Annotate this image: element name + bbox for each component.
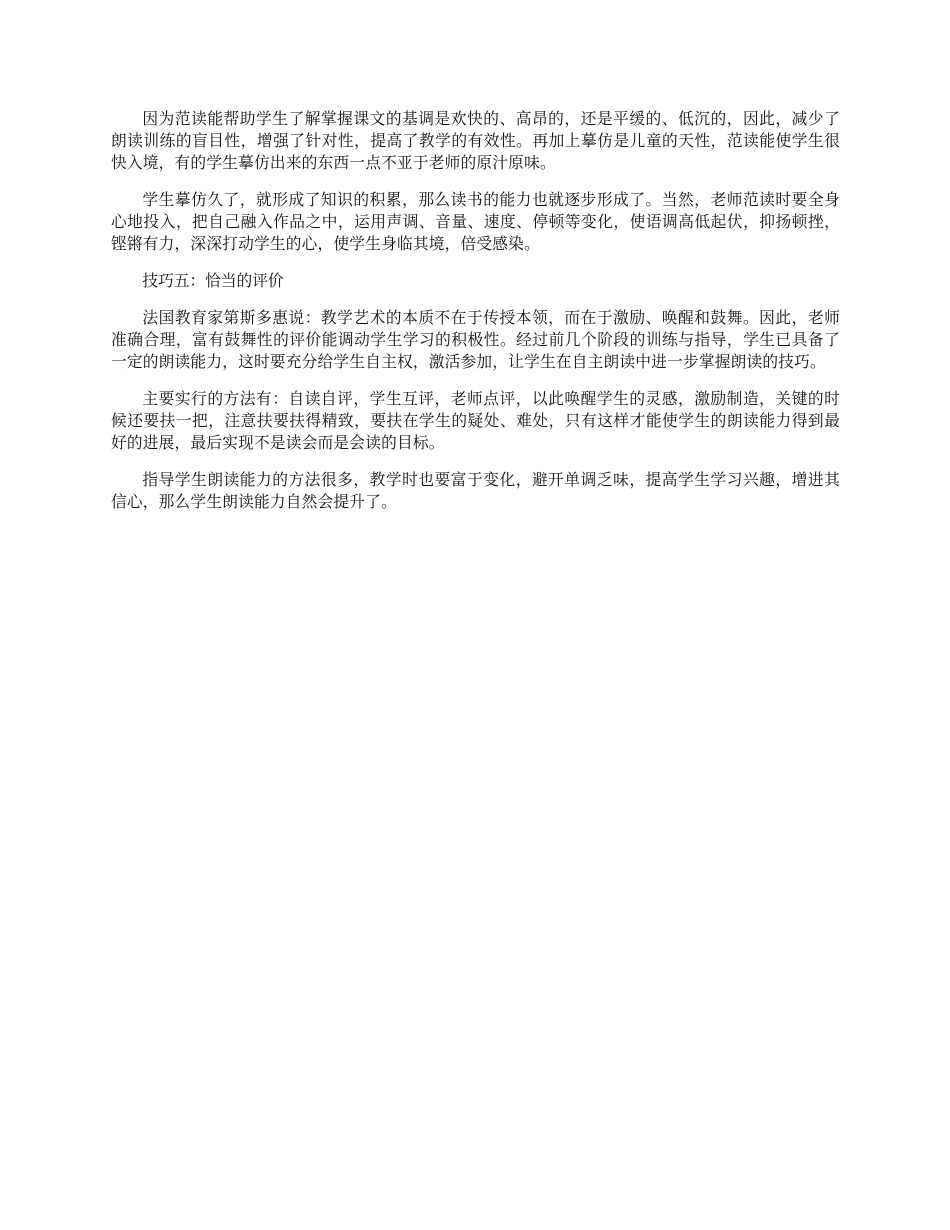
- section-heading-technique-5: 技巧五：恰当的评价: [142, 271, 284, 290]
- paragraph-2: 学生摹仿久了，就形成了知识的积累，那么读书的能力也就逐步形成了。当然，老师范读时要全身心地投入，把自己融入作品之中，运用声调、音量、速度、停顿等变化，使语调高低起伏，抑扬顿挫，铿锵有力，深深打动学生的心，使学生身临其境，倍受感染。: [111, 190, 840, 253]
- paragraph-3: 法国教育家第斯多惠说：教学艺术的本质不在于传授本领，而在于激励、唤醒和鼓舞。因此，老师准确合理，富有鼓舞性的评价能调动学生学习的积极性。经过前几个阶段的训练与指导，学生已具备了一定的朗读能力，这时要充分给学生自主权，激活参加，让学生在自主朗读中进一步掌握朗读的技巧。: [111, 308, 840, 371]
- paragraph-4: 主要实行的方法有：自读自评，学生互评，老师点评，以此唤醒学生的灵感，激励制造，关键的时候还要扶一把，注意扶要扶得精致，要扶在学生的疑处、难处，只有这样才能使学生的朗读能力得到最好的进展，最后实现不是读会而是会读的目标。: [111, 389, 840, 452]
- paragraph-1: 因为范读能帮助学生了解掌握课文的基调是欢快的、高昂的，还是平缓的、低沉的，因此，减少了朗读训练的盲目性，增强了针对性，提高了教学的有效性。再加上摹仿是儿童的天性，范读能使学生很快入境，有的学生摹仿出来的东西一点不亚于老师的原汁原味。: [111, 109, 840, 172]
- document-page: [111, 108, 840, 528]
- paragraph-5: 指导学生朗读能力的方法很多，教学时也要富于变化，避开单调乏味，提高学生学习兴趣，增进其信心，那么学生朗读能力自然会提升了。: [111, 470, 840, 511]
